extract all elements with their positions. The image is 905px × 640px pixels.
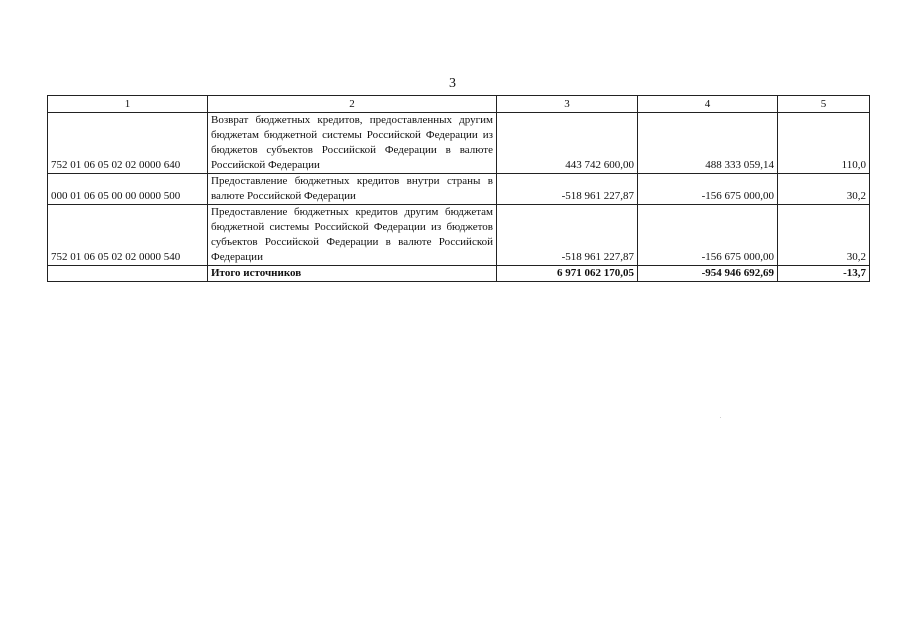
total-col3-value: 6 971 062 170,05 [497,266,638,282]
total-col5-value: -13,7 [778,266,870,282]
row-col3-value: 443 742 600,00 [497,113,638,174]
total-label: Итого источников [208,266,497,282]
column-header-4: 4 [638,96,778,113]
row-name: Возврат бюджетных кредитов, предоставленных другим бюджетам бюджетной системы Российской Федерации из бюджетов субъектов Российской Федерации в валюте Российской Федерации [208,113,497,174]
scan-speck [720,417,721,418]
row-col5-value: 110,0 [778,113,870,174]
row-col5-value: 30,2 [778,205,870,266]
row-col4-value: -156 675 000,00 [638,205,778,266]
column-header-5: 5 [778,96,870,113]
row-col3-value: -518 961 227,87 [497,174,638,205]
row-name: Предоставление бюджетных кредитов внутри страны в валюте Российской Федерации [208,174,497,205]
table-row [48,174,870,205]
column-header-1: 1 [48,96,208,113]
column-header-3: 3 [497,96,638,113]
total-code [48,266,208,282]
row-col5-value: 30,2 [778,174,870,205]
total-row [48,266,870,282]
row-col4-value: 488 333 059,14 [638,113,778,174]
budget-sources-table [47,95,870,282]
table-row [48,205,870,266]
row-code: 752 01 06 05 02 02 0000 540 [48,205,208,266]
row-code: 000 01 06 05 00 00 0000 500 [48,174,208,205]
page-number: 3 [449,76,456,91]
row-code: 752 01 06 05 02 02 0000 640 [48,113,208,174]
column-header-2: 2 [208,96,497,113]
table-header-row [48,96,870,113]
row-col4-value: -156 675 000,00 [638,174,778,205]
row-name: Предоставление бюджетных кредитов другим бюджетам бюджетной системы Российской Федерации из бюджетов субъектов Российской Федерации в валюте Российской Федерации [208,205,497,266]
total-col4-value: -954 946 692,69 [638,266,778,282]
table-row [48,113,870,174]
row-col3-value: -518 961 227,87 [497,205,638,266]
